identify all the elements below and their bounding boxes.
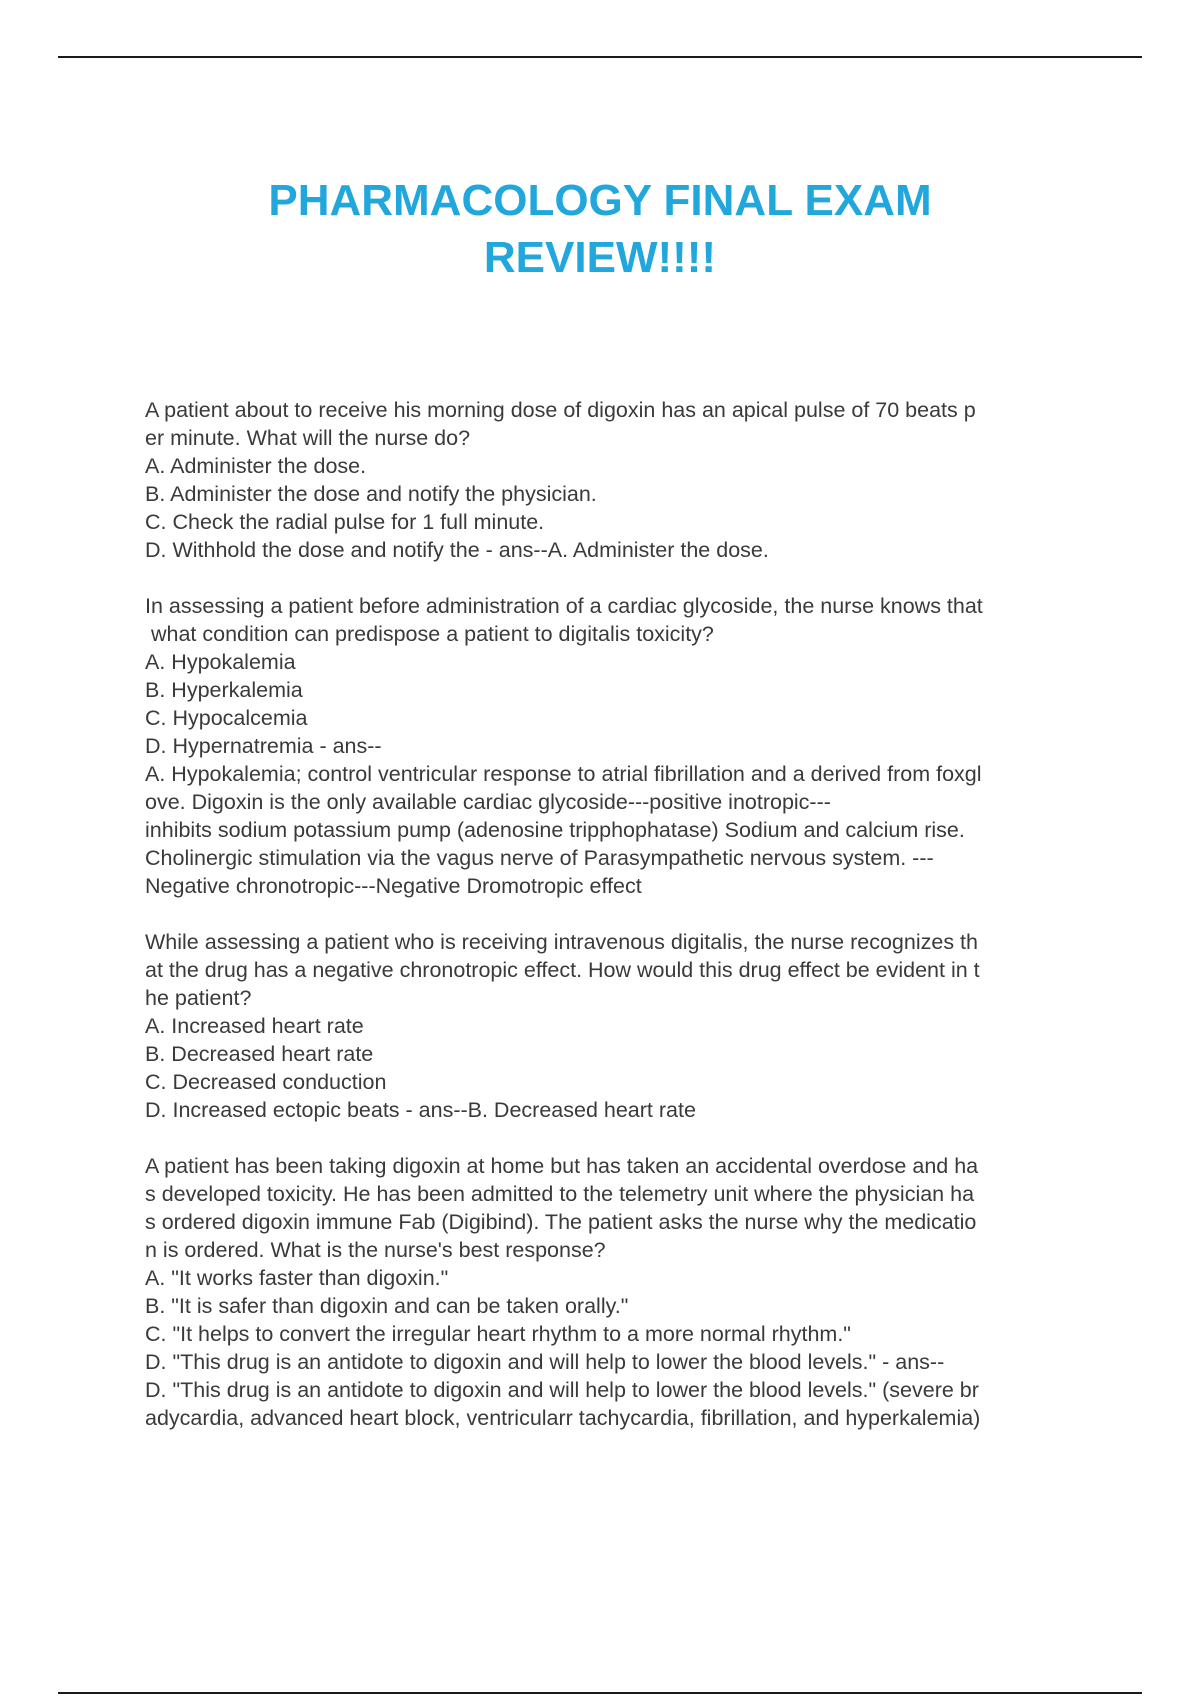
answer-option: A. Increased heart rate <box>145 1014 364 1038</box>
answer-explanation-line: A. Hypokalemia; control ventricular response to atrial fibrillation and a derived from foxgl <box>145 762 982 786</box>
question-line: he patient? <box>145 986 252 1010</box>
answer-explanation-line: Cholinergic stimulation via the vagus nerve of Parasympathetic nervous system. --- <box>145 846 934 870</box>
question-block <box>145 1152 1090 1432</box>
question-line: at the drug has a negative chronotropic effect. How would this drug effect be evident in t <box>145 958 980 982</box>
answer-option: A. "It works faster than digoxin." <box>145 1266 449 1290</box>
answer-option: D. "This drug is an antidote to digoxin and will help to lower the blood levels." - ans-- <box>145 1350 945 1374</box>
document-body <box>145 396 1090 1460</box>
answer-option: D. Increased ectopic beats - ans--B. Decreased heart rate <box>145 1098 696 1122</box>
answer-option: D. Hypernatremia - ans-- <box>145 734 382 758</box>
question-line: In assessing a patient before administration of a cardiac glycoside, the nurse knows that <box>145 594 983 618</box>
question-line: what condition can predispose a patient to digitalis toxicity? <box>145 622 714 646</box>
answer-explanation-line: adycardia, advanced heart block, ventricularr tachycardia, fibrillation, and hyperkalemia) <box>145 1406 981 1430</box>
answer-explanation-line: D. "This drug is an antidote to digoxin and will help to lower the blood levels." (severe br <box>145 1378 979 1402</box>
question-line: s ordered digoxin immune Fab (Digibind). The patient asks the nurse why the medicatio <box>145 1210 977 1234</box>
question-block <box>145 592 1090 900</box>
answer-option: C. Hypocalcemia <box>145 706 308 730</box>
bottom-rule <box>58 1692 1142 1694</box>
top-rule <box>58 56 1142 58</box>
answer-option: A. Hypokalemia <box>145 650 296 674</box>
question-line: n is ordered. What is the nurse's best response? <box>145 1238 606 1262</box>
question-line: A patient about to receive his morning dose of digoxin has an apical pulse of 70 beats p <box>145 398 976 422</box>
question-block <box>145 396 1090 564</box>
answer-option: B. Decreased heart rate <box>145 1042 374 1066</box>
answer-explanation-line: ove. Digoxin is the only available cardiac glycoside---positive inotropic--- <box>145 790 831 814</box>
answer-explanation-line: inhibits sodium potassium pump (adenosine tripphophatase) Sodium and calcium rise. <box>145 818 965 842</box>
title-line: REVIEW!!!! <box>483 233 717 282</box>
question-line: While assessing a patient who is receiving intravenous digitalis, the nurse recognizes th <box>145 930 978 954</box>
answer-option: C. Check the radial pulse for 1 full minute. <box>145 510 545 534</box>
title-line: PHARMACOLOGY FINAL EXAM <box>268 176 932 225</box>
answer-option: B. Hyperkalemia <box>145 678 303 702</box>
answer-explanation-line: Negative chronotropic---Negative Dromotropic effect <box>145 874 642 898</box>
question-line: A patient has been taking digoxin at home but has taken an accidental overdose and ha <box>145 1154 979 1178</box>
question-line: s developed toxicity. He has been admitted to the telemetry unit where the physician ha <box>145 1182 975 1206</box>
answer-option: C. "It helps to convert the irregular heart rhythm to a more normal rhythm." <box>145 1322 851 1346</box>
answer-option: B. "It is safer than digoxin and can be taken orally." <box>145 1294 629 1318</box>
answer-option: C. Decreased conduction <box>145 1070 387 1094</box>
page-title <box>0 172 1200 286</box>
answer-option: D. Withhold the dose and notify the - ans--A. Administer the dose. <box>145 538 769 562</box>
answer-option: A. Administer the dose. <box>145 454 367 478</box>
question-block <box>145 928 1090 1124</box>
answer-option: B. Administer the dose and notify the physician. <box>145 482 597 506</box>
question-line: er minute. What will the nurse do? <box>145 426 471 450</box>
